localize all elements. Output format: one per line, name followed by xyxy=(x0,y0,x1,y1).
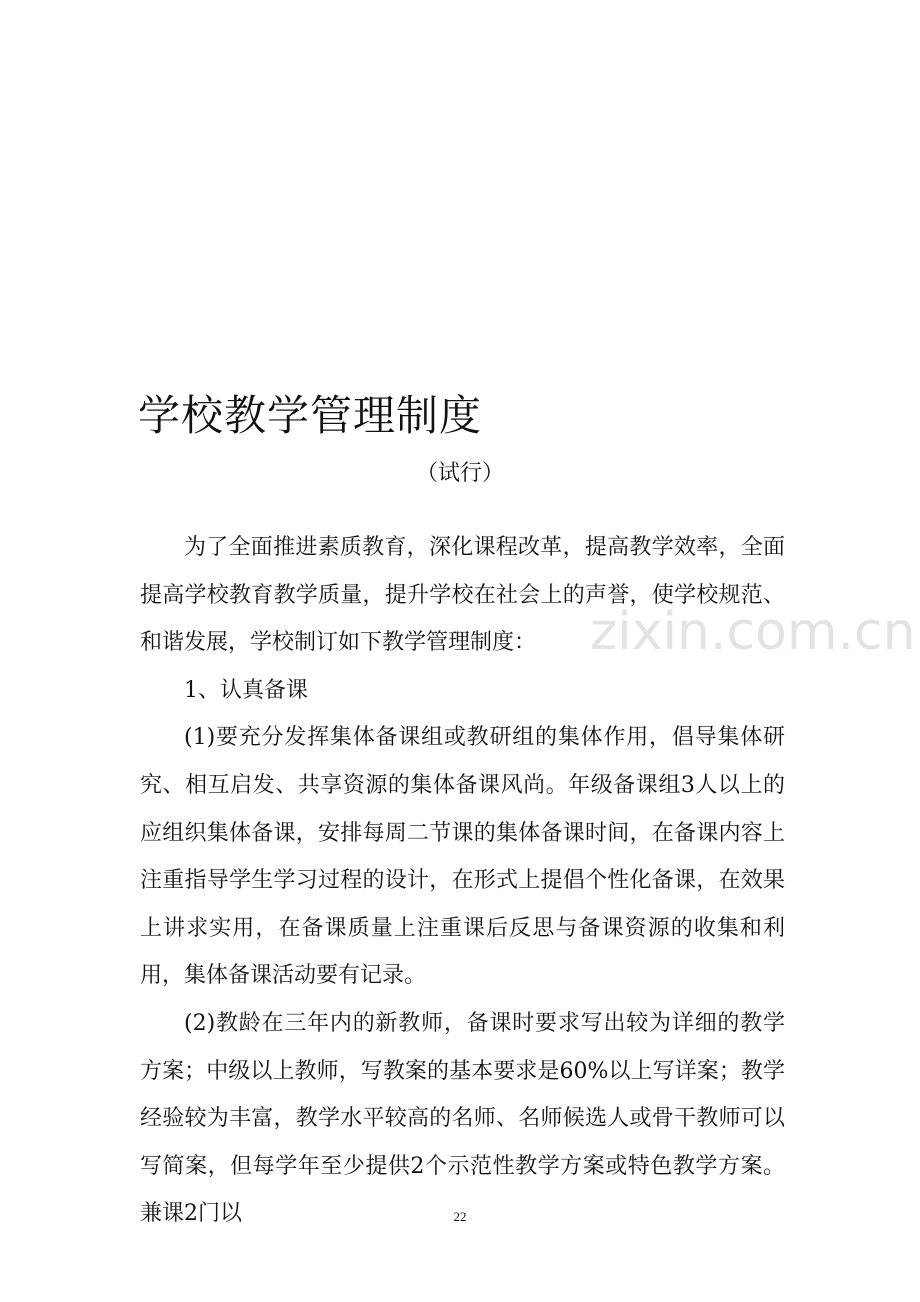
document-body xyxy=(140,524,785,1238)
page-number: 22 xyxy=(453,1209,467,1224)
section-heading-prepare-lessons: 1、认真备课 xyxy=(184,677,308,703)
watermark-text: zixin.com.cn xyxy=(590,602,916,662)
document-subtitle: （试行） xyxy=(416,461,505,486)
paragraph-item-1: (1)要充分发挥集体备课组或教研组的集体作用，倡导集体研究、相互启发、共享资源的集体备课风尚。年级备课组3人以上的应组织集体备课，安排每周二节课的集体备课时间，在备课内容上注重指导学生学习过程的设计，在形式上提倡个性化备课，在效果上讲求实用，在备课质量上注重课后反思与备课资源的收集和利用，集体备课活动要有记录。 xyxy=(140,725,785,989)
paragraph-item-2: (2)教龄在三年内的新教师，备课时要求写出较为详细的教学方案；中级以上教师，写教案的基本要求是60%以上写详案；教学经验较为丰富，教学水平较高的名师、名师候选人或骨干教师可以写简案，但每学年至少提供2个示范性教学方案或特色教学方案。兼课2门以 xyxy=(140,1010,785,1227)
paragraph-intro: 为了全面推进素质教育，深化课程改革，提高教学效率，全面提高学校教育教学质量，提升学校在社会上的声誉，使学校规范、和谐发展，学校制订如下教学管理制度： xyxy=(140,535,785,656)
document-title: 学校教学管理制度 xyxy=(138,391,483,440)
